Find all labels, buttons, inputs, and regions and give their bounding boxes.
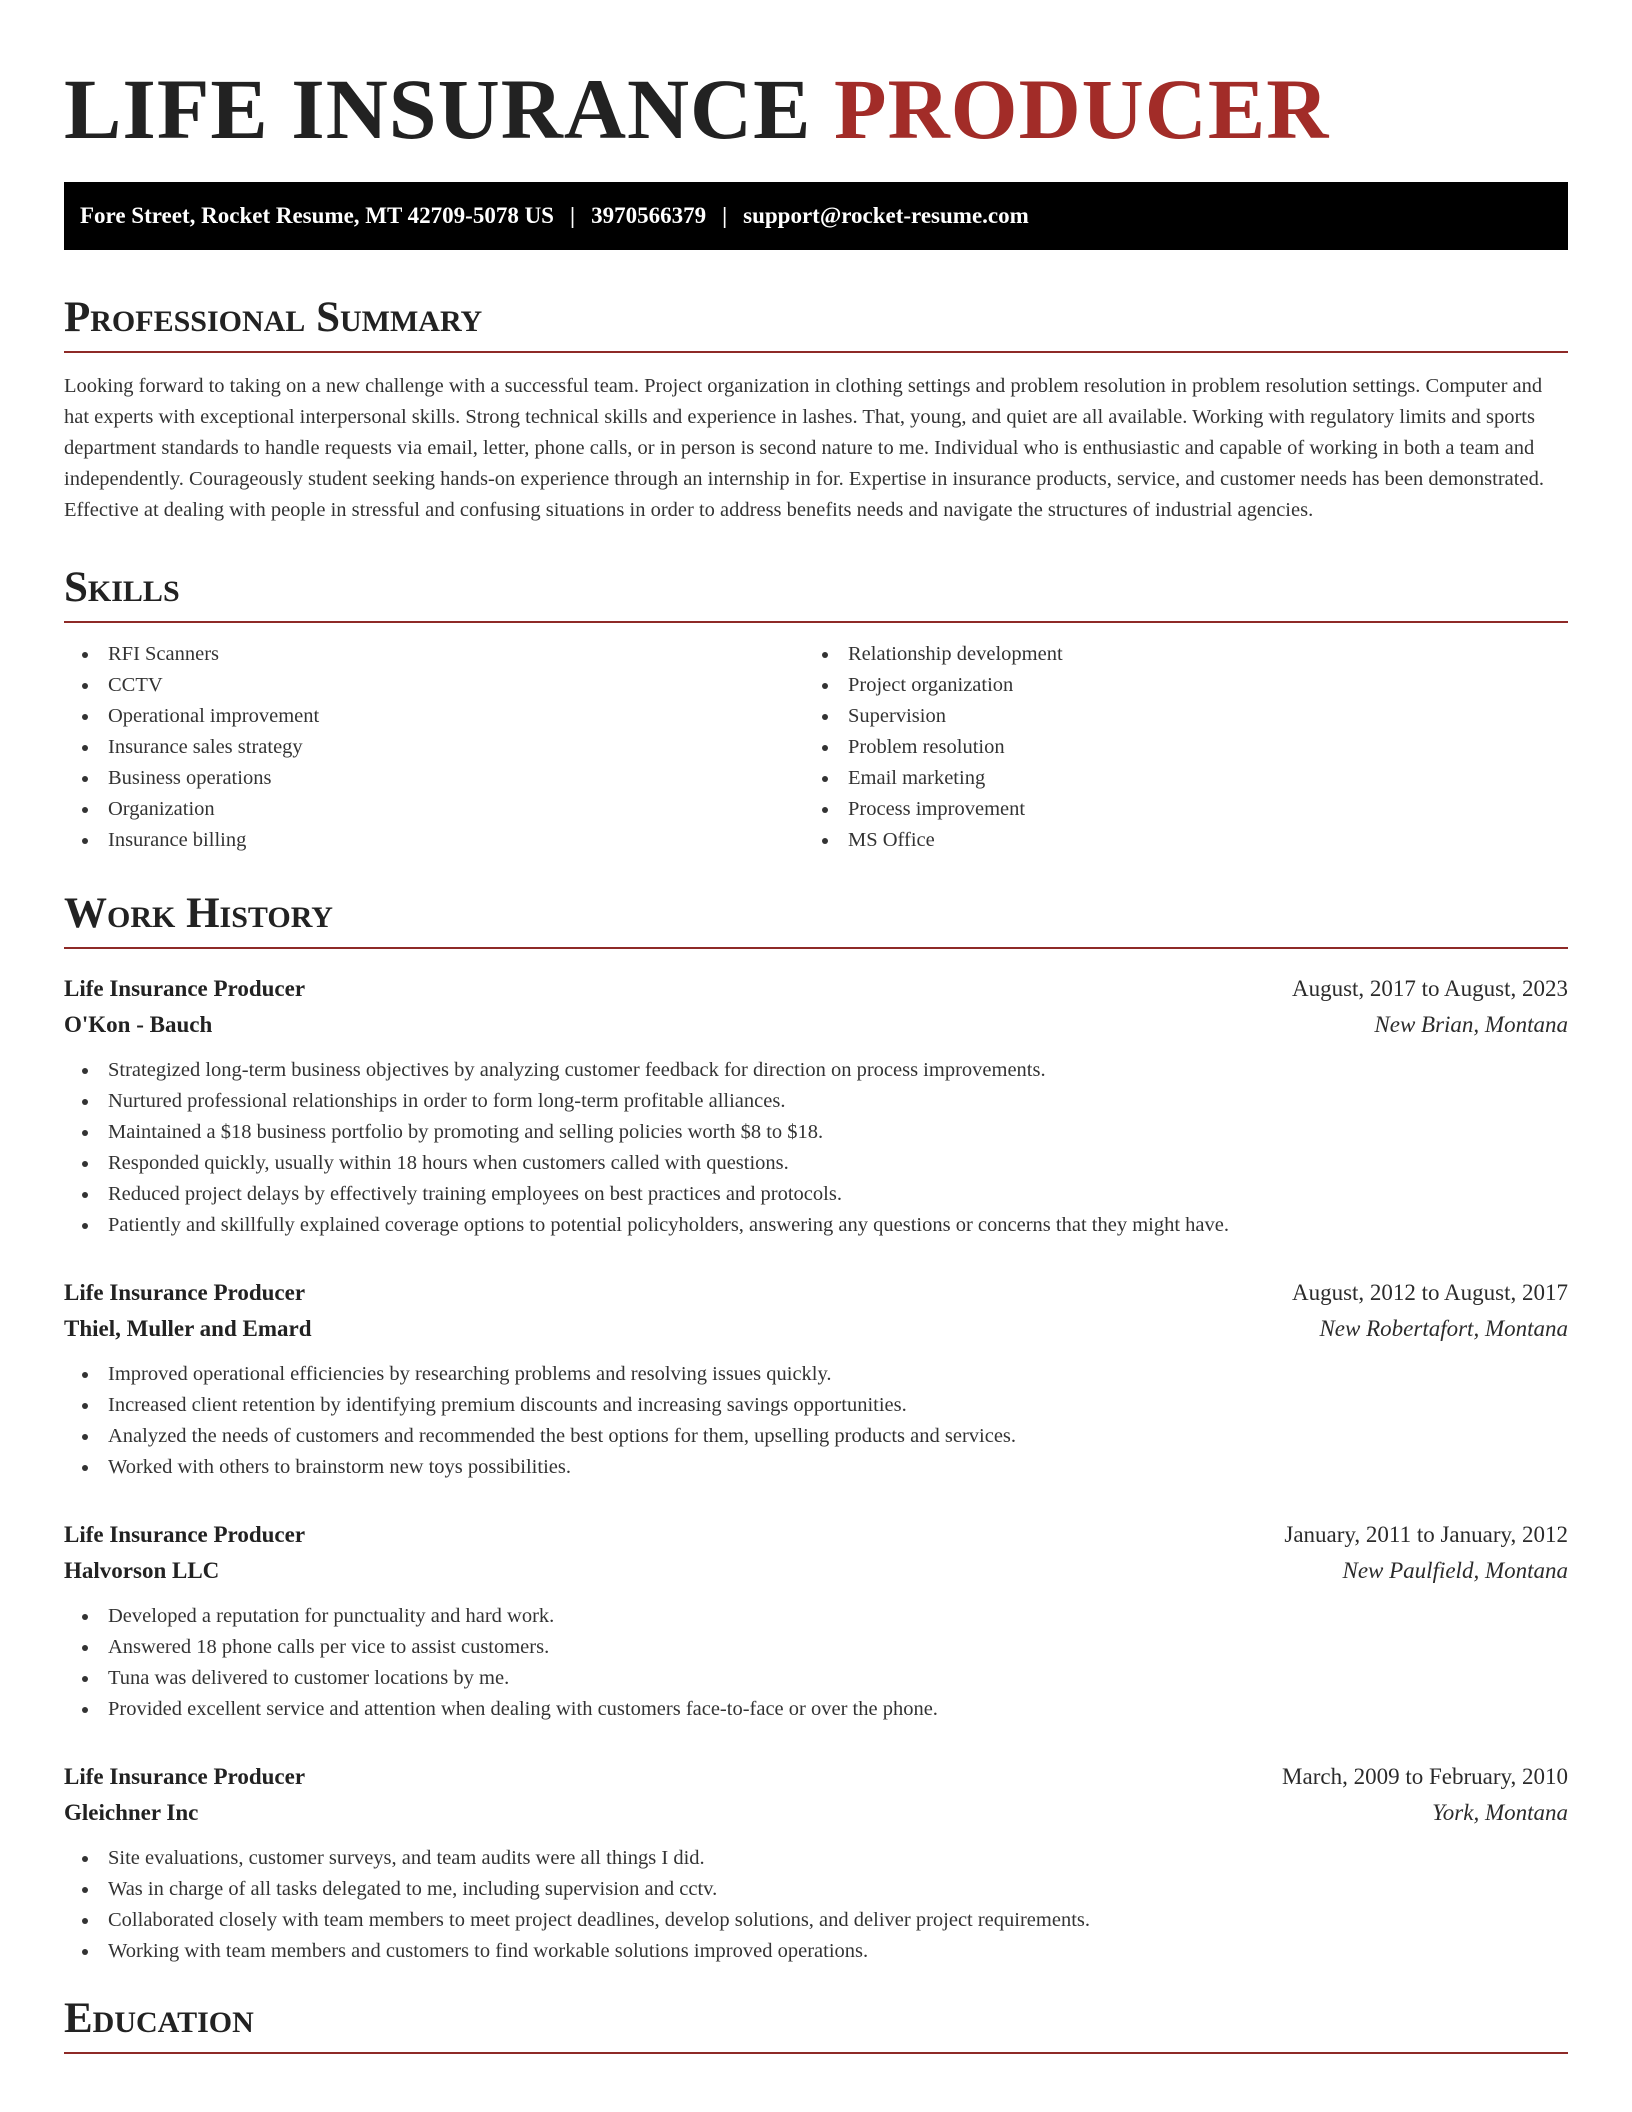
skill-item: Problem resolution — [804, 732, 1544, 763]
job-entry — [64, 971, 1568, 1241]
job-title: Life Insurance Producer — [64, 976, 306, 1001]
job-bullet: Developed a reputation for punctuality and hard work. — [64, 1601, 1568, 1632]
job-company: Thiel, Muller and Emard — [64, 1316, 312, 1341]
job-entry — [64, 1275, 1568, 1483]
job-company: O'Kon - Bauch — [64, 1012, 213, 1037]
job-dates: August, 2017 to August, 2023 — [1291, 976, 1568, 1001]
contact-separator: | — [722, 203, 728, 228]
job-bullets — [64, 1601, 1568, 1725]
contact-email: support@rocket-resume.com — [743, 203, 1029, 228]
job-bullet: Provided excellent service and attention when dealing with customers face-to-face or over the phone. — [64, 1694, 1568, 1725]
job-location: York, Montana — [1432, 1800, 1568, 1825]
contact-separator: | — [569, 203, 576, 228]
skill-item: Relationship development — [804, 639, 1544, 670]
skill-item: RFI Scanners — [64, 639, 804, 670]
job-bullet: Responded quickly, usually within 18 hours when customers called with questions. — [64, 1148, 1568, 1179]
skills-column-left — [64, 639, 804, 856]
job-bullet: Improved operational efficiencies by researching problems and resolving issues quickly. — [64, 1359, 1568, 1390]
skills-heading: Skills — [64, 564, 180, 611]
job-bullet: Increased client retention by identifying premium discounts and increasing savings opportunities. — [64, 1390, 1568, 1421]
job-dates: March, 2009 to February, 2010 — [1282, 1764, 1568, 1789]
skills-column-right — [804, 639, 1544, 856]
job-bullet: Collaborated closely with team members to meet project deadlines, develop solutions, and deliver project requirements. — [64, 1905, 1568, 1936]
summary-heading: Professional Summary — [64, 294, 483, 341]
section-divider — [64, 2052, 1568, 2054]
skill-item: Process improvement — [804, 794, 1544, 825]
skill-item: MS Office — [804, 825, 1544, 856]
section-divider — [64, 351, 1568, 353]
job-company: Gleichner Inc — [64, 1800, 199, 1825]
job-bullet: Maintained a $18 business portfolio by promoting and selling policies worth $8 to $18. — [64, 1117, 1568, 1148]
job-bullet: Worked with others to brainstorm new toys possibilities. — [64, 1452, 1568, 1483]
job-bullet: Reduced project delays by effectively training employees on best practices and protocols. — [64, 1179, 1568, 1210]
job-dates: January, 2011 to January, 2012 — [1284, 1522, 1568, 1547]
job-title: Life Insurance Producer — [64, 1280, 306, 1305]
job-bullet: Answered 18 phone calls per vice to assist customers. — [64, 1632, 1568, 1663]
job-location: New Robertafort, Montana — [1319, 1316, 1568, 1341]
education-heading: Education — [64, 1995, 254, 2042]
summary-text: Looking forward to taking on a new challenge with a successful team. Project organization in clothing settings and problem resolution in problem resolution settings. Computer and hat experts with exceptional interpersonal skills. Strong technical skills and experience in lashes. That, young, and quiet are all available. Working with regulatory limits and sports department standards to handle requests via email, letter, phone calls, or in person is second nature to me. Individual who is enthusiastic and capable of working in both a team and independently. Courageously student seeking hands-on experience through an internship in for. Expertise in insurance products, service, and customer needs has been demonstrated. Effective at dealing with people in stressful and confusing situations in order to address benefits needs and navigate the structures of industrial agencies. — [64, 375, 1544, 521]
skill-item: CCTV — [64, 670, 804, 701]
job-bullet: Working with team members and customers to find workable solutions improved operations. — [64, 1936, 1568, 1967]
job-entry — [64, 1517, 1568, 1725]
job-bullet: Site evaluations, customer surveys, and team audits were all things I did. — [64, 1843, 1568, 1874]
job-title: Life Insurance Producer — [64, 1764, 306, 1789]
skill-item: Supervision — [804, 701, 1544, 732]
skill-item: Insurance billing — [64, 825, 804, 856]
skill-item: Email marketing — [804, 763, 1544, 794]
job-location: New Paulfield, Montana — [1342, 1558, 1568, 1583]
skill-item: Insurance sales strategy — [64, 732, 804, 763]
resume-name — [64, 61, 1568, 157]
job-title: Life Insurance Producer — [64, 1522, 306, 1547]
name-first: LIFE INSURANCE — [64, 61, 812, 157]
job-bullet: Was in charge of all tasks delegated to me, including supervision and cctv. — [64, 1874, 1568, 1905]
work-history-heading: Work History — [64, 890, 333, 937]
job-bullet: Tuna was delivered to customer locations by me. — [64, 1663, 1568, 1694]
section-divider — [64, 947, 1568, 949]
skills-list — [64, 639, 1568, 856]
skill-item: Organization — [64, 794, 804, 825]
job-bullet: Analyzed the needs of customers and recommended the best options for them, upselling products and services. — [64, 1421, 1568, 1452]
job-bullet: Patiently and skillfully explained coverage options to potential policyholders, answering any questions or concerns that they might have. — [64, 1210, 1568, 1241]
contact-address: Fore Street, Rocket Resume, MT 42709-5078 US — [80, 203, 554, 228]
skill-item: Business operations — [64, 763, 804, 794]
section-divider — [64, 621, 1568, 623]
contact-bar — [64, 182, 1568, 250]
job-bullets — [64, 1055, 1568, 1241]
job-bullets — [64, 1843, 1568, 1967]
job-bullet: Nurtured professional relationships in order to form long-term profitable alliances. — [64, 1086, 1568, 1117]
job-dates: August, 2012 to August, 2017 — [1291, 1280, 1568, 1305]
skill-item: Project organization — [804, 670, 1544, 701]
job-company: Halvorson LLC — [64, 1558, 220, 1583]
contact-phone: 3970566379 — [591, 203, 707, 228]
job-bullets — [64, 1359, 1568, 1483]
job-location: New Brian, Montana — [1374, 1012, 1568, 1037]
skill-item: Operational improvement — [64, 701, 804, 732]
name-second: PRODUCER — [834, 61, 1330, 157]
job-entry — [64, 1759, 1568, 1967]
job-bullet: Strategized long-term business objectives by analyzing customer feedback for direction on process improvements. — [64, 1055, 1568, 1086]
